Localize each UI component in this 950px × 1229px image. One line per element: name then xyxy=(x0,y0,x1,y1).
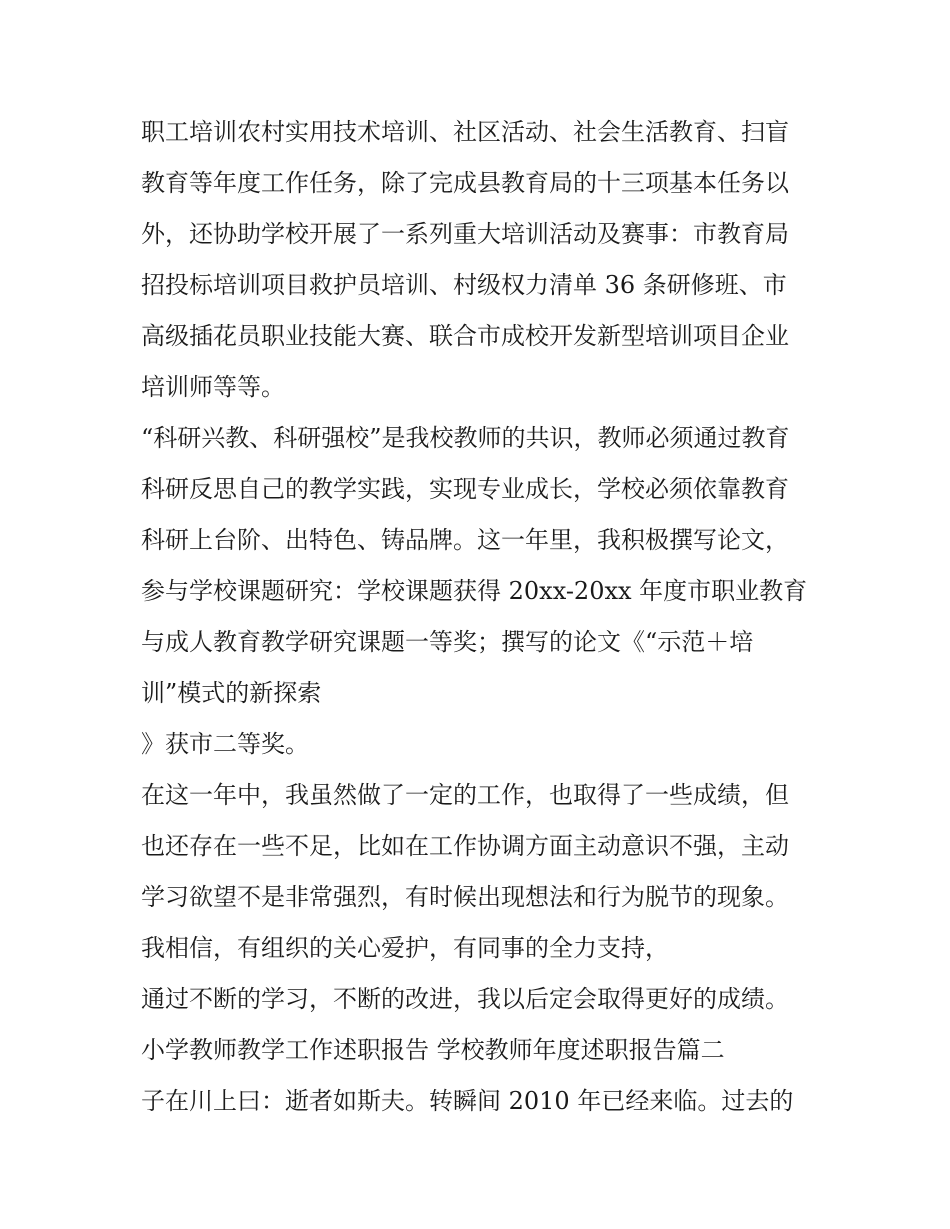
text-line: 外，还协助学校开展了一系列重大培训活动及赛事：市教育局 xyxy=(141,220,789,248)
text-line: 》获市二等奖。 xyxy=(141,730,309,758)
text-line: 也还存在一些不足，比如在工作协调方面主动意识不强，主动 xyxy=(141,832,789,860)
text-line: 教育等年度工作任务，除了完成县教育局的十三项基本任务以 xyxy=(141,169,789,197)
text-line: 招投标培训项目救护员培训、村级权力清单 36 条研修班、市 xyxy=(141,271,787,299)
text-line: 参与学校课题研究：学校课题获得 20xx-20xx 年度市职业教育 xyxy=(141,577,808,605)
text-line: 科研上台阶、出特色、铸品牌。这一年里，我积极撰写论文， xyxy=(141,526,789,554)
text-line: 我相信，有组织的关心爱护，有同事的全力支持， xyxy=(141,934,669,962)
text-line: 与成人教育教学研究课题一等奖；撰写的论文《“示范＋培 xyxy=(141,628,754,656)
text-line: 高级插花员职业技能大赛、联合市成校开发新型培训项目企业 xyxy=(141,322,789,350)
text-line: 子在川上曰：逝者如斯夫。转瞬间 2010 年已经来临。过去的 xyxy=(141,1087,794,1115)
text-line: 科研反思自己的教学实践，实现专业成长，学校必须依靠教育 xyxy=(141,475,789,503)
section-heading: 小学教师教学工作述职报告 学校教师年度述职报告篇二 xyxy=(141,1036,725,1064)
text-line: 通过不断的学习，不断的改进，我以后定会取得更好的成绩。 xyxy=(141,985,789,1013)
text-line: 在这一年中，我虽然做了一定的工作，也取得了一些成绩，但 xyxy=(141,781,789,809)
text-line: “科研兴教、科研强校”是我校教师的共识，教师必须通过教育 xyxy=(141,424,790,452)
text-line: 培训师等等。 xyxy=(141,373,285,401)
document-body xyxy=(141,107,821,1127)
text-line: 职工培训农村实用技术培训、社区活动、社会生活教育、扫盲 xyxy=(141,118,789,146)
text-line: 训”模式的新探索 xyxy=(141,679,322,707)
text-line: 学习欲望不是非常强烈，有时候出现想法和行为脱节的现象。 xyxy=(141,883,789,911)
